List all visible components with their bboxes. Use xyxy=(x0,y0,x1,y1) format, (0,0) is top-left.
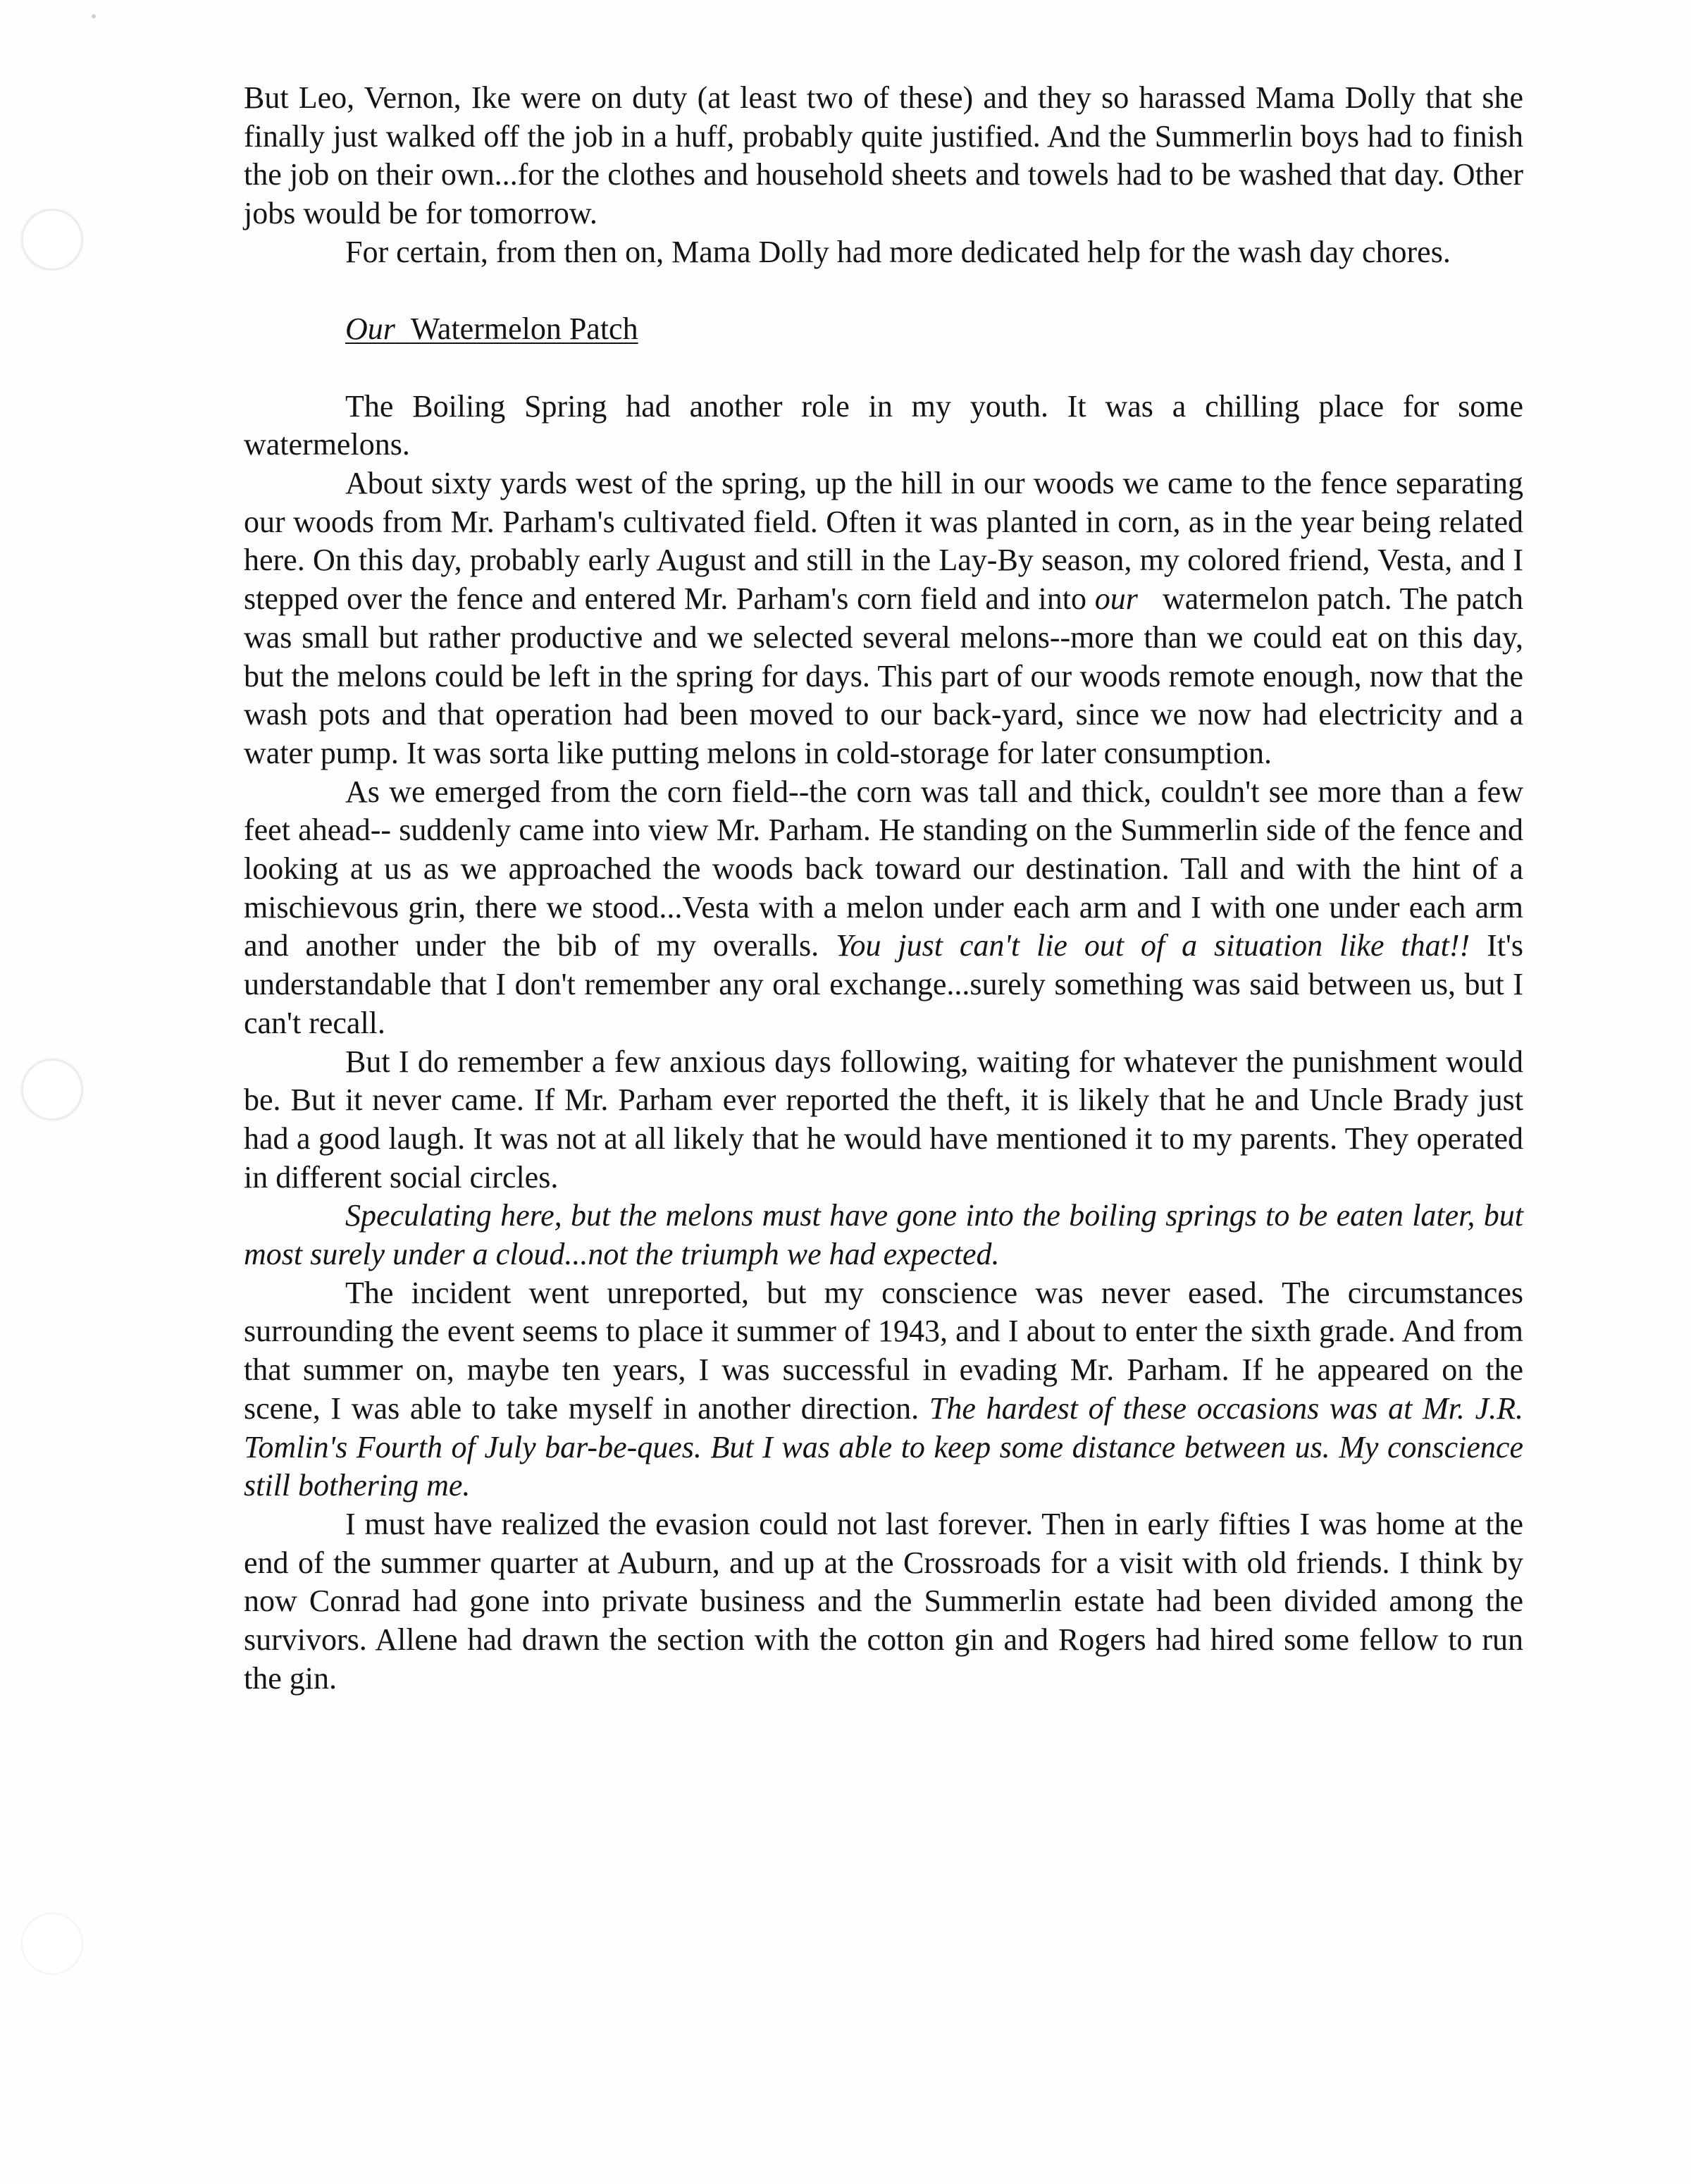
emphasis-text: our xyxy=(1094,581,1138,617)
paragraph-text: As we emerged from the corn field--the corn was tall and thick, couldn't see more than a few feet ahead-- suddenly came into view Mr. Parham. He standing on the Summerlin side of the fence and looking at us as we approached the woods back toward our destination. Tall and with the hint of a mischievous grin, there we stood...Vesta with a melon under each arm and I with one under each arm and another under the bib of my overalls. xyxy=(244,774,1523,963)
paragraph-evasion: I must have realized the evasion could not last forever. Then in early fifties I was home at the end of the summer quarter at Auburn, and up at the Crossroads for a visit with old friends. I think by now Conrad had gone into private business and the Summerlin estate had been divided among the survivors. Allene had drawn the section with the cotton gin and Rogers had hired some fellow to run the gin. xyxy=(244,1506,1523,1696)
document-body xyxy=(244,79,1523,1698)
section-heading-gap xyxy=(395,311,411,346)
intro-paragraph-1: But Leo, Vernon, Ike were on duty (at least two of these) and they so harassed Mama Dolly that she finally just walked off the job in a huff, probably quite justified. And the Summerlin boys had to finish the job on their own...for the clothes and household sheets and towels had to be washed that day. Other jobs would be for tomorrow. xyxy=(244,80,1523,231)
paragraph-text: It's understandable that I don't remember any oral exchange...surely something was said between us, but I can't recall. xyxy=(244,928,1524,1040)
paragraph-mr-parham xyxy=(244,773,1523,1043)
section-heading-italic: Our xyxy=(345,311,395,347)
paragraph-watermelon-patch xyxy=(244,464,1523,773)
emphasis-text: The hardest of these occasions was at Mr. J.R. Tomlin's Fourth of July bar-be-ques. But I was able to keep some distance between us. My conscience still bothering me. xyxy=(244,1390,1523,1503)
paragraph-text: The incident went unreported, but my conscience was never eased. The circumstances surrounding the event seems to place it summer of 1943, and I about to enter the sixth grade. And from that summer on, maybe ten years, I was successful in evading Mr. Parham. If he appeared on the scene, I was able to take myself in another direction. xyxy=(244,1275,1523,1426)
paragraph-text: watermelon patch. The patch was small but rather productive and we selected several melons--more than we could eat on this day, but the melons could be left in the spring for days. This part of our woods remote enough, now that the wash pots and that operation had been moved to our back-yard, since we now had electricity and a water pump. It was sorta like putting melons in cold-storage for later consumption. xyxy=(244,581,1524,770)
paragraph-speculating: Speculating here, but the melons must have gone into the boiling springs to be eaten later, but most surely under a cloud...not the triumph we had expected. xyxy=(244,1198,1523,1272)
section-heading xyxy=(244,310,1523,349)
paragraph-boiling-spring: The Boiling Spring had another role in my youth. It was a chilling place for some watermelons. xyxy=(244,388,1523,462)
punch-hole-bottom xyxy=(21,1913,83,1975)
paragraph-text: About sixty yards west of the spring, up the hill in our woods we came to the fence separating our woods from Mr. Parham's cultivated field. Often it was planted in corn, as in the year being related here. On this day, probably early August and still in the Lay-By season, my colored friend, Vesta, and I stepped over the fence and entered Mr. Parham's corn field and into xyxy=(244,466,1523,617)
paragraph-anxious-days: But I do remember a few anxious days following, waiting for whatever the punishment would be. But it never came. If Mr. Parham ever reported the theft, it is likely that he and Uncle Brady just had a good laugh. It was not at all likely that he would have mentioned it to my parents. They operated in different social circles. xyxy=(244,1044,1523,1195)
punch-hole-middle xyxy=(21,1059,83,1121)
paper-speck xyxy=(92,14,96,18)
section-heading-title: Watermelon Patch xyxy=(410,311,638,347)
punch-hole-top xyxy=(21,209,83,271)
emphasis-text: You just can't lie out of a situation like that!! xyxy=(836,928,1470,963)
intro-paragraph-2: For certain, from then on, Mama Dolly had more dedicated help for the wash day chores. xyxy=(345,234,1451,269)
paragraph-unreported xyxy=(244,1274,1523,1505)
